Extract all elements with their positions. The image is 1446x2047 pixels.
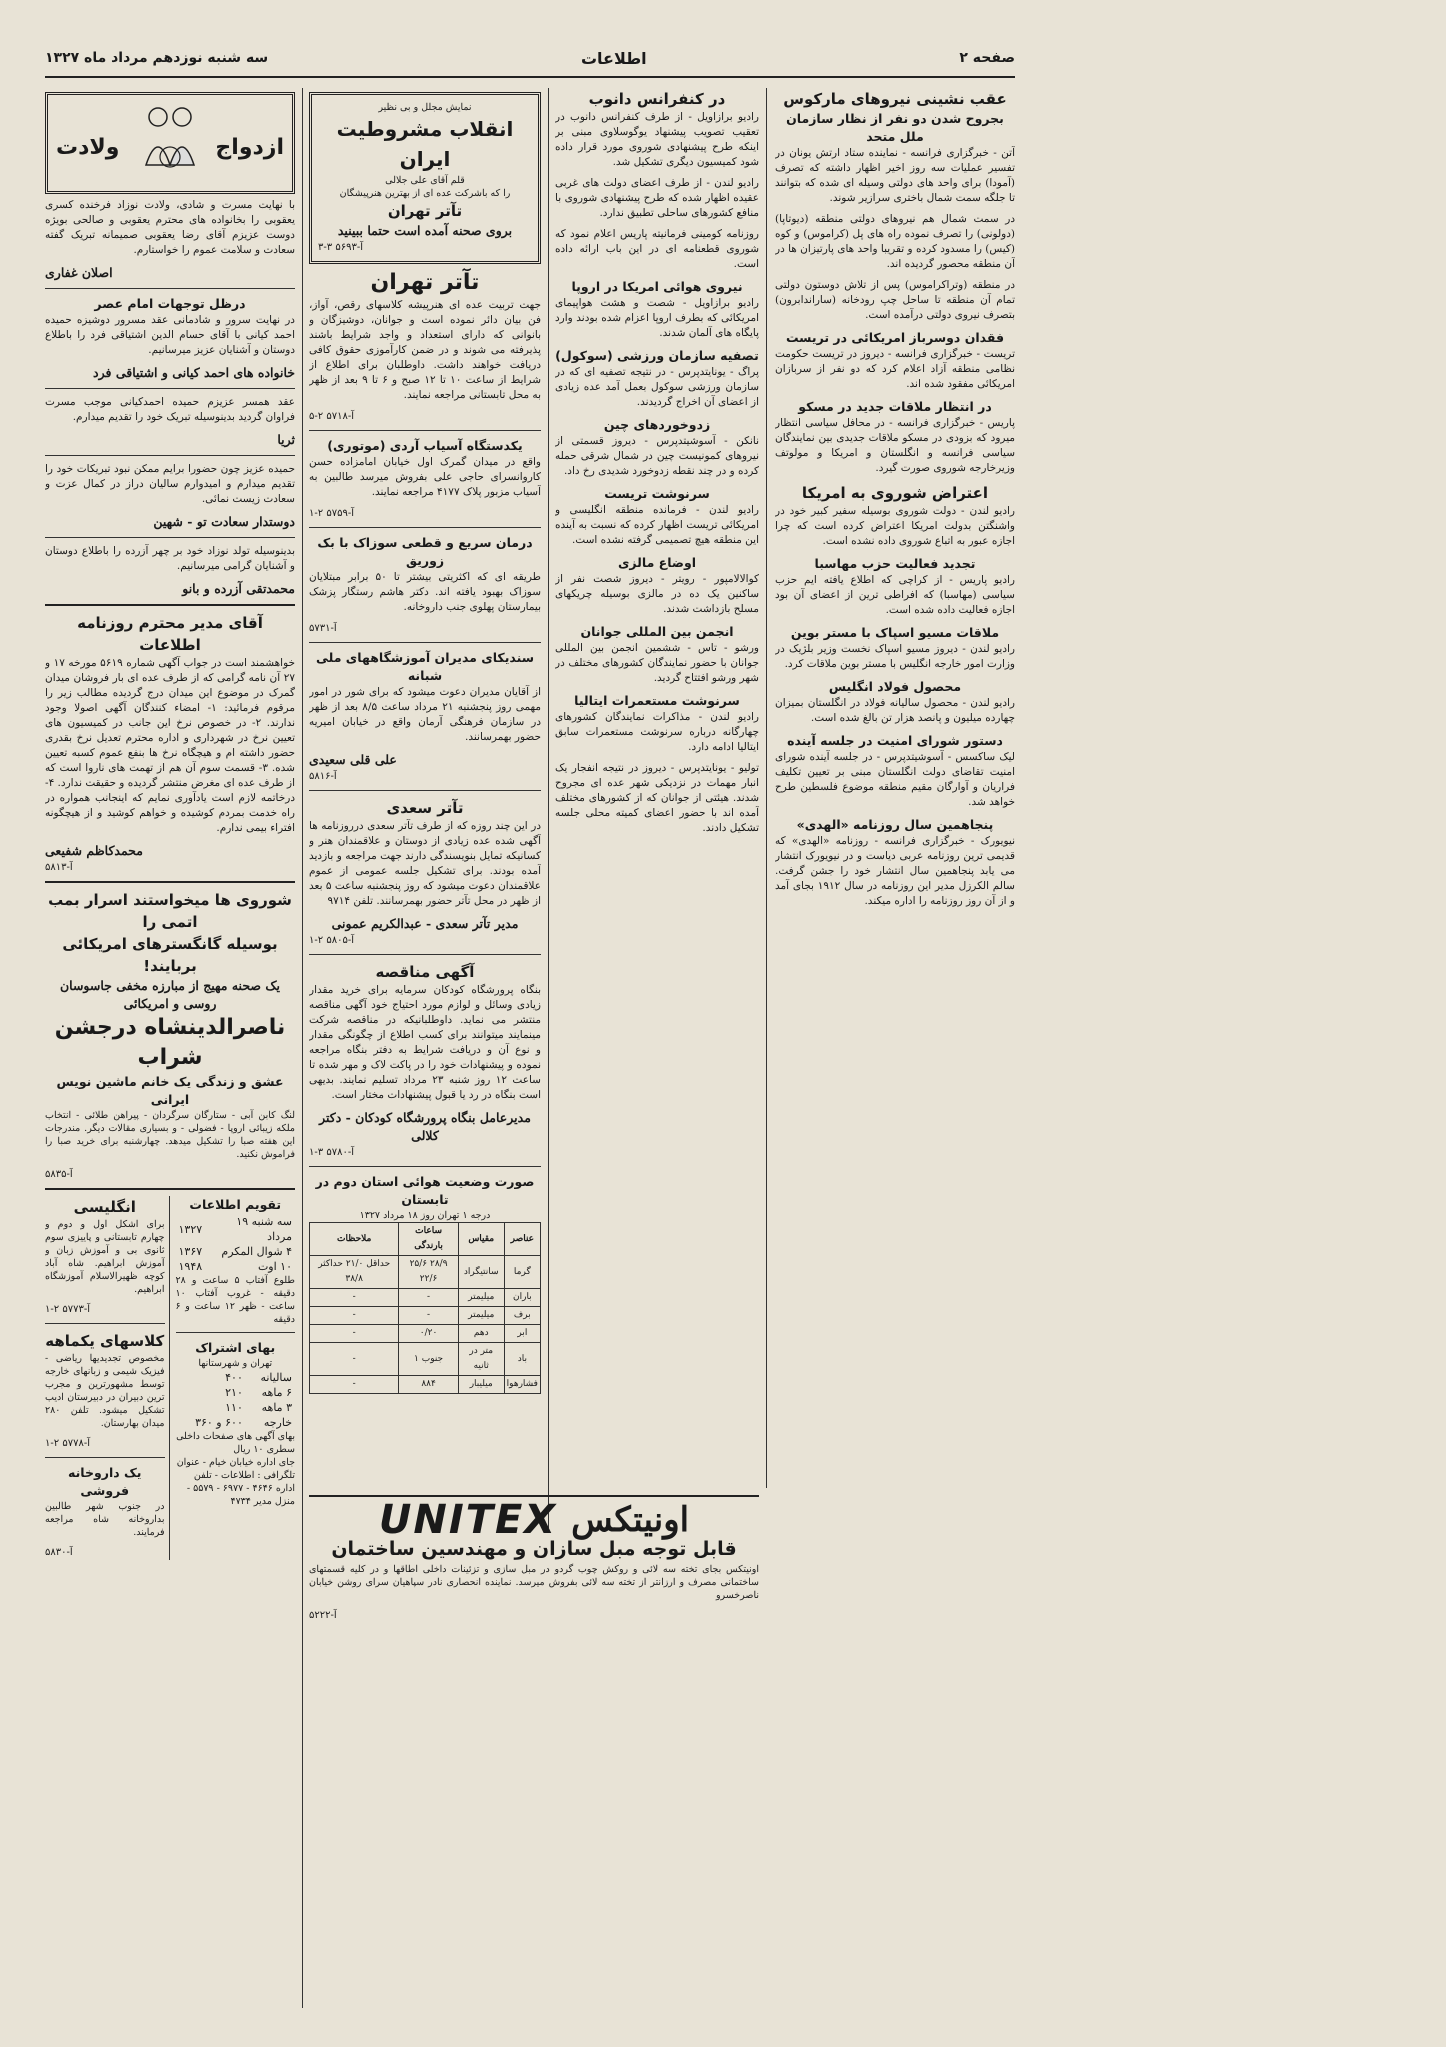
table-header: عناصر — [504, 1223, 540, 1256]
announcement-signature: اصلان غفاری — [45, 265, 113, 280]
column-rule — [548, 88, 549, 1528]
calendar-title: تقویم اطلاعات — [189, 1197, 282, 1212]
ad-body: در جنوب شهر طالبین بداروخانه شاه مراجعه فرمایند. — [45, 1501, 165, 1538]
weather-title: صورت وضعیت هوائی استان دوم در تابستان — [315, 1174, 535, 1207]
ad-title: تآتر تهران — [370, 270, 480, 295]
ad-ref: آ-۵۸۳۵ — [45, 1169, 73, 1180]
magazine-ad — [45, 889, 295, 1182]
brand-name-en: UNITEX — [378, 1496, 558, 1543]
weather-table — [309, 1222, 541, 1394]
ad-title: درمان سریع و قطعی سوزاک با بک زوریق — [317, 535, 533, 568]
table-row: سه شنبه ۱۹ مرداد ۱۳۲۷ — [178, 1215, 292, 1243]
article-paragraph: پاریس - خبرگزاری فرانسه - در محافل سیاسی انتظار میرود که بزودی در مسکو ملاقات جدیدی بین نمایندگان سیاسی فرانسه و انگلستان و امریکا و مولوتف وزیرخارجه شوروی صورت گیرد. — [775, 417, 1015, 474]
ad-signature: مدیر تآتر سعدی - عبدالکریم عمونی — [331, 916, 519, 931]
calendar-box — [176, 1196, 296, 1560]
ad-line: بوسیله گانگسترهای امریکائی بربایند! — [62, 935, 278, 975]
article-paragraph: روزنامه کومینی فرمانیته پاریس اعلام نمود که شوروی قطعنامه ای در این باب ارائه داده است. — [555, 228, 759, 270]
sun-times: طلوع آفتاب ۵ ساعت و ۲۸ دقیقه - غروب آفتاب ۱۰ ساعت - ظهر ۱۲ ساعت و ۶ دقیقه — [175, 1275, 295, 1325]
table-row: خارجه ۶۰۰ و ۳۶۰ — [195, 1416, 292, 1429]
headline: اعتراض شوروی به امریکا — [801, 484, 989, 502]
issue-date: سه شنبه نوزدهم مرداد ماه ۱۳۲۷ — [45, 50, 269, 66]
brand-name-fa: اونیتکس — [571, 1500, 690, 1540]
ad-title: قابل توجه مبل سازان و مهندسین ساختمان — [331, 1538, 737, 1560]
office-address: جای اداره خیابان خیام - عنوان تلگرافی : اطلاعات - تلفن اداره ۴۶۴۶ - ۶۹۷۷ - ۵۵۷۹ - منزل مدیر ۴۷۳۴ — [176, 1457, 295, 1507]
subscription-note: بهای آگهی های صفحات داخلی سطری ۱۰ ریال — [176, 1431, 295, 1455]
table-row: ابر دهم ۰/۲۰ - — [310, 1325, 541, 1343]
newspaper-name: اطلاعات — [580, 48, 647, 68]
table-header: ساعات بارندگی — [399, 1223, 458, 1256]
ad-line: قلم آقای علی جلالی — [385, 175, 465, 186]
announcement: حمیده عزیز چون حضورا برایم ممکن نبود تبریکات خود را تقدیم میدارم و امیدوارم سالیان دراز در کمال عزت و سعادت زیست نمائی. — [45, 463, 295, 505]
banner-marriage: ازدواج — [215, 135, 284, 160]
headline: سرنوشت مستعمرات ایتالیا — [574, 693, 740, 708]
headline: تجدید فعالیت حزب مهاسبا — [814, 556, 976, 571]
article-paragraph: نانکن - آسوشیتدپرس - دیروز قسمتی از نیروهای کمونیست چین در شمال شرقی حمله کرده و در چند نقطه زدوخورد شدیدی رخ داد. — [555, 435, 759, 477]
announcement-signature: محمدتقی آزرده و بانو — [182, 581, 295, 596]
ad-title: یک داروخانه فروشی — [68, 1465, 142, 1498]
ad-theatre: تآتر تهران — [387, 202, 463, 220]
table-header: ملاحظات — [310, 1223, 399, 1256]
article-paragraph: ورشو - تاس - ششمین انجمن بین المللی جوانان با حضور نمایندگان کشورهای مختلف در شهر ورشو افتتاح گردید. — [555, 642, 759, 684]
letter-signature: محمدکاظم شفیعی — [45, 843, 143, 858]
article-paragraph: رادیو برازاویل - از طرف کنفرانس دانوب در تعقیب تصویب پیشنهاد یوگوسلاوی مبنی بر اینکه طرح پیشنهادی شوروی مورد قرار داده شود کمیسیون دیگری تشکیل شد. — [555, 111, 759, 168]
page-number: صفحه ۲ — [959, 50, 1015, 66]
article-paragraph: رادیو لندن - دیروز مسیو اسپاک نخست وزیر بلژیک در وزارت امور خارجه انگلیس با مستر بوین ملاقات کرد. — [775, 643, 1015, 670]
announcement-signature: خانواده های احمد کیانی و اشتیاقی فرد — [93, 365, 295, 380]
ad-title: ناصرالدینشاه درجشن شراب — [54, 1015, 286, 1070]
ad-ref: آ-۵۷۳۱ — [309, 623, 337, 634]
table-row: فشارهوا میلیبار ۸۸۴ - — [310, 1376, 541, 1394]
subscription-title: بهای اشتراک — [195, 1340, 276, 1355]
announcement: با نهایت مسرت و شادی، ولادت نوزاد فرخنده کسری یعقوبی را بخانواده های محترم یعقوبی و صالحی بویژه دوست عزیزم آقای رضا یعقوبی صمیمانه تبریک گفته سعادت و سلامت عموم را خواستارم. — [45, 199, 295, 256]
news-column-2 — [555, 88, 759, 1528]
ad-line: را که باشرکت عده ای از بهترین هنرپیشگان — [339, 188, 511, 199]
article-paragraph: رادیو لندن - دولت شوروی بوسیله سفیر کبیر خود در واشنگتن بدولت امریکا اعتراض کرده است که چرا اجازه عبور به اتباع شوروی داده نشده است. — [775, 505, 1015, 547]
ad-ref: آ-۵۷۸۰ ۳-۱ — [309, 1147, 354, 1158]
headline: دستور شورای امنیت در جلسه آینده — [787, 733, 1003, 748]
ads-column — [309, 88, 541, 1528]
weather-subtitle: درجه ۱ تهران روز ۱۸ مرداد ۱۳۲۷ — [359, 1210, 491, 1221]
headline: ملاقات مسیو اسپاک با مستر بوین — [790, 625, 1000, 640]
article-paragraph: رادیو لندن - فرمانده منطقه انگلیسی و امریکائی تریست اظهار کرده که نسبت به آینده این منطقه هیچ تصمیمی گرفته نشده است. — [555, 504, 759, 546]
article-paragraph: در سمت شمال هم نیروهای دولتی منطقه (دیوتاپا) (دولونی) را تصرف نموده راه های پل (کراموس) و کوه (کیس) را مسدود کرده و تقریبا واحد های پارتیزان ها در آن منطقه محصور گردیده اند. — [775, 213, 1015, 270]
ad-ref: آ-۵۶۹۳ ۳-۳ — [318, 242, 363, 253]
article-paragraph: تریست - خبرگزاری فرانسه - دیروز در تریست حکومت نظامی منطقه آزاد اعلام کرد که دو نفر از سربازان امریکائی مفقود شده اند. — [775, 348, 1015, 390]
ad-title: انگلیسی — [73, 1198, 136, 1216]
ad-kicker: نمایش مجلل و بی نظیر — [378, 102, 472, 113]
subscription-sub: تهران و شهرستانها — [198, 1358, 273, 1369]
calendar-table — [176, 1214, 296, 1274]
article-paragraph: پراگ - یونایتدپرس - در نتیجه تصفیه ای که در سازمان ورزشی سوکول بعمل آمد عده زیادی از اعضای آن اخراج گردیدند. — [555, 366, 759, 408]
headline: انجمن بین المللی جوانان — [580, 624, 734, 639]
ad-ref: آ-۵۸۱۳ — [45, 862, 73, 873]
announcement: عقد همسر عزیزم حمیده احمدکیانی موجب مسرت فراوان گردید بدینوسیله تبریک خود را تقدیم میدارم. — [45, 396, 295, 423]
table-header: مقیاس — [458, 1223, 504, 1256]
ad-signature: علی قلی سعیدی — [309, 752, 397, 767]
headline: فقدان دوسرباز امریکائی در تریست — [785, 330, 1005, 345]
article-paragraph: کوالالامپور - رویتر - دیروز شصت نفر از ساکنین یک ده در مالزی بوسیله چریکهای مسلح بازداشت شدند. — [555, 573, 759, 615]
headline: پنجاهمین سال روزنامه «الهدی» — [796, 817, 994, 832]
masthead — [45, 40, 1015, 78]
headline: تصفیه سازمان ورزشی (سوکول) — [555, 348, 759, 363]
ad-body: جهت تربیت عده ای هنرپیشه کلاسهای رقص، آواز، فن بیان دائر نموده است و جوانان، دوشیزگان و بانوانی که دارای استعداد و واجد شرایط باشند پذیرفته می شوند و در ضمن کارآموزی حقوق کافی دریافت خواهند داشت. داوطلبان برای اطلاع از شرایط از ساعت ۱۰ تا ۱۲ صبح و ۶ تا ۹ بعد از ظهر به محل تابستانی مراجعه نمایند. — [309, 299, 541, 401]
ad-body: لنگ کابن آبی - ستارگان سرگردان - پیراهن طلائی - انتخاب ملکه زیبائی اروپا - فضولی - و بسیاری مقالات دیگر. مندرجات این هفته صبا را تشکیل میدهد. چهارشنبه برای خرید صبا را فراموش نکنید. — [45, 1110, 295, 1160]
column-rule — [766, 88, 767, 1488]
article-paragraph: رادیو پاریس - از کراچی که اطلاع یافته ایم حزب سیاسی (مهاسبا) که افراطی ترین از اعضای آن بود اجازه فعالیت داده شده است. — [775, 574, 1015, 616]
ad-line: یک صحنه مهیج از مبارزه مخفی جاسوسان روسی و امریکائی — [59, 978, 281, 1011]
article-paragraph: رادیو برازاویل - شصت و هشت هواپیمای امریکائی که بطرف اروپا اعزام شده بودند وارد پایگاه های آلمان شدند. — [555, 297, 759, 339]
news-column-1 — [775, 88, 1015, 1528]
headline: محصول فولاد انگلیس — [828, 679, 962, 694]
ad-title: آگهی مناقصه — [375, 963, 475, 981]
theatre-ad — [309, 92, 541, 264]
ad-ref: آ-۵۸۳۰ — [45, 1547, 73, 1558]
headline: اوضاع مالزی — [617, 555, 697, 570]
table-row: ۳ ماهه ۱۱۰ — [225, 1401, 292, 1414]
ad-signature: مدیرعامل بنگاه پرورشگاه کودکان - دکتر کلالی — [319, 1110, 531, 1143]
ad-subtitle: عشق و زندگی یک خانم ماشین نویس ایرانی — [56, 1074, 284, 1107]
ad-footer: بروی صحنه آمده است حتما ببینید — [337, 223, 513, 238]
ad-ref: آ-۵۷۷۸ ۲-۱ — [45, 1438, 90, 1449]
ad-line: شوروی ها میخواستند اسرار بمب اتمی را — [48, 891, 292, 931]
ad-title: کلاسهای یکماهه — [45, 1332, 165, 1350]
ad-body: در این چند روزه که از طرف تآتر سعدی درروزنامه ها آگهی شده عده زیادی از دوستان و علاقمندان هنر و کسانیکه تمایل بنویسندگی دارند جهت مراجعه و بازدید آمده بودند. برای تشکیل جلسه عمومی از عموم علاقمندان دعوت میشود که روز پنجشنبه ساعت ۵ بعد از ظهر در محل تآتر حضور بهمرسانند. تلفن ۹۷۱۴ — [309, 820, 541, 907]
ad-title: انقلاب مشروطیت ایران — [336, 117, 514, 171]
table-row: ۱۰ اوت ۱۹۴۸ — [178, 1260, 292, 1273]
article-paragraph: در منطقه (وتراکراموس) پس از تلاش دوستون دولتی تمام آن منطقه تا ساحل چپ رودخانه (ساراندابرون) بتصرف نیروی دولتی درآمده است. — [775, 279, 1015, 321]
subheadline: بجروح شدن دو نفر از نظار سازمان ملل متحد — [786, 111, 1004, 144]
table-row: گرما سانتیگراد ۲۸/۹ ۲۵/۶ ۲۲/۶ حداقل ۲۱/۰ حداکثر ۳۸/۸ — [310, 1256, 541, 1289]
article-paragraph: نیویورک - خبرگزاری فرانسه - روزنامه «الهدی» که قدیمی ترین روزنامه عربی دیاست و در نیویورک انتشار می یابد پنجاهمین سال انتشار خود را جشن گرفت. سالم الکرزل مدیر این روزنامه در سال ۱۹۱۲ بجای آمد و از آن روز روزنامه را اداره میکند. — [775, 835, 1015, 907]
article-paragraph: تولیو - یونایتدپرس - دیروز در نتیجه انفجار یک انبار مهمات در نزدیکی شهر عده ای مجروح شدند. هیئتی از جوانان که از کشورهای مختلف آمده اند با حضور اعضای کمیته محلی جلسه تشکیل دادند. — [555, 762, 759, 834]
social-column — [45, 88, 295, 2018]
ad-body: طریقه ای که اکثریتی بیشتر تا ۵۰ برابر مبتلایان سوزاک بهبود یافته اند. دکتر هاشم رستگار پزشک بیمارستان پهلوی جنب داروخانه. — [309, 571, 541, 613]
table-row: باران میلیمتر - - — [310, 1289, 541, 1307]
announcement: در نهایت سرور و شادمانی عقد مسرور دوشیزه حمیده احمد کیانی با آقای حسام الدین اشتیاقی فرد را باطلاع دوستان و آشنایان عزیز میرسانیم. — [45, 314, 295, 356]
announcement-signature: دوستدار سعادت تو - شهین — [153, 514, 295, 529]
ad-body: از آقایان مدیران دعوت میشود که برای شور در امور مهمی روز پنجشنبه ۲۱ مرداد ساعت ۸/۵ بعد از ظهر در سازمان فرهنگی آرمان واقع در خیابان امیریه حضور بهمرسانند. — [309, 686, 541, 743]
letter-title: آقای مدیر محترم روزنامه اطلاعات — [77, 614, 263, 654]
ad-ref: آ-۵۷۱۸ ۲-۵ — [309, 411, 354, 422]
ad-title: سندیکای مدیران آموزشگاههای ملی شبانه — [315, 650, 535, 683]
ad-ref: آ-۵۸۰۵ ۲-۱ — [309, 935, 354, 946]
ad-body: برای اشکل اول و دوم و چهارم تابستانی و پاییزی سوم ثانوی بی و آموزش زبان و آموزش ابراهیم. شاه آباد کوچه ظهیرالاسلام آموزشگاه ابراهیم. — [45, 1219, 165, 1295]
headline: در انتظار ملاقات جدید در مسکو — [798, 399, 992, 414]
headline: زدوخوردهای چین — [603, 417, 711, 432]
headline: نیروی هوائی امریکا در اروپا — [571, 279, 743, 294]
table-row: ۴ شوال المکرم ۱۳۶۷ — [178, 1245, 292, 1258]
ad-ref: آ-۵۸۱۶ — [309, 771, 337, 782]
table-row: ۶ ماهه ۲۱۰ — [225, 1386, 292, 1399]
ad-body: مخصوص تجدیدیها ریاضی - فیزیک شیمی و زبانهای خارجه توسط مشهورترین و مجرب ترین دبیران در دبیرستان ادیب تشکیل میشود. تلفن ۲۸۰ میدان بهارستان. — [45, 1353, 165, 1429]
article-paragraph: رادیو لندن - از طرف اعضای دولت های غربی عقیده اظهار شده که طرح پیشنهادی شوروی با منافع کشورهای ساحلی تطبیق ندارد. — [555, 177, 759, 219]
subscription-table — [176, 1370, 296, 1430]
small-ads — [45, 1196, 170, 1560]
headline: در کنفرانس دانوب — [588, 90, 726, 108]
ad-ref: آ-۵۷۵۹ ۲-۱ — [309, 508, 354, 519]
ad-ref: آ-۵۲۲۲ — [309, 1610, 337, 1621]
ad-body: واقع در میدان گمرک اول خیابان امامزاده حسن کاروانسرای حاجی علی بفروش میرسد طالبین به آسیاب مزبور پلاک ۴۱۷۷ مراجعه نمایند. — [309, 456, 541, 498]
bottom-classifieds — [45, 1196, 295, 1560]
ad-ref: آ-۵۷۷۳ ۲-۱ — [45, 1304, 90, 1315]
column-rule — [302, 88, 303, 2008]
ad-body: اونیتکس بجای تخته سه لائی و روکش چوب گردو در مبل سازی و تزئینات داخلی اطاقها و در کلیه قسمتهای ساختمانی مصرف و ارزانتر از تخته سه لائی بفروش میرسد. نماینده انحصاری نادر سپاهیان سرای روشن خیابان ناصرخسرو — [309, 1564, 759, 1601]
letter-body: خواهشمند است در جواب آگهی شماره ۵۶۱۹ مورخه ۱۷ و ۲۷ آن نامه گرامی که از طرف عده ای بار فروشان میدان گمرک در موضوع این میدان درج گردیده مطالب زیر را مرقوم فرمائید: ۱- امضاء کنندگان آگهی اصولا وجود ندارند. ۲- در خصوص نرخ این جانب در کمیسیون های تعیین نرخ در شهرداری و اداره محترم تعدیل نرخ بقدری حضور داشته ام و هیچگاه نرخ ها بنفع عموم کسبه تعیین شده. ۳- قسمت سوم آن هم از تهمت های ناروا است که از طرف عده ای مغرض منتشر گردیده و حقیقت ندارد. ۴- درخاتمه لازم است یادآوری نمایم که اینجانب همواره در راه خدمت بمردم کوشیده و خواهم کوشید و از هیچگونه افتراء بیمی ندارم. — [45, 657, 295, 834]
announcement-signature: ثریا — [277, 432, 295, 447]
banner-birth: ولادت — [56, 135, 120, 160]
ad-title: تآتر سعدی — [386, 799, 464, 817]
article-paragraph: آتن - خبرگزاری فرانسه - نماینده ستاد ارتش یونان در تفسیر عملیات سه روز اخیر اظهار داشته که تصرف (آمودا) برای واحد های دولتی وسیله ای شده که بتوانند تا جلگه سمت شمال باختری سرازیر شوند. — [775, 147, 1015, 204]
headline: سرنوشت تریست — [604, 486, 710, 501]
announcement: بدینوسیله تولد نوزاد خود بر چهر آزرده را باطلاع دوستان و آشنایان گرامی میرسانیم. — [45, 545, 295, 572]
article-paragraph: لیک ساکسس - آسوشیتدپرس - در جلسه آینده شورای امنیت تقاضای دولت انگلستان مبنی بر تعیین تکلیف فراریان و آوارگان مقیم منطقه موضوع فلسطین طرح خواهد شد. — [775, 751, 1015, 808]
wedding-birth-banner — [45, 92, 295, 194]
table-row: سالیانه ۴۰۰ — [225, 1371, 292, 1384]
headline: عقب نشینی نیروهای مارکوس — [783, 90, 1007, 108]
newspaper-page — [45, 40, 1015, 2020]
unitex-ad — [309, 1495, 759, 1665]
article-paragraph: رادیو لندن - محصول سالیانه فولاد در انگلستان بمیزان چهارده میلیون و پانصد هزار تن بالغ شده است. — [775, 697, 1015, 724]
announcement-title: درظل توجهات امام عصر — [94, 296, 246, 311]
table-row: برف میلیمتر - - — [310, 1307, 541, 1325]
article-paragraph: رادیو لندن - مذاکرات نمایندگان کشورهای چهارگانه درباره سرنوشت مستعمرات سابق ایتالیا ادامه دارد. — [555, 711, 759, 753]
ad-body: بنگاه پرورشگاه کودکان سرمایه برای خرید مقدار زیادی وسائل و لوازم مورد احتیاج خود آگهی مناقصه منتشر می نماید. داوطلبانیکه در مناقصه شرکت مینمایند میتوانند برای کسب اطلاع از چگونگی مقدار و نوع آن و دریافت شرایط به دفتر بنگاه مراجعه نموده و پیشنهادات خود را در پاکت لاک و مهر شده تا ساعت ۱۲ روز شنبه ۲۳ مرداد تسلیم نمایند. بدیهی است بنگاه در رد یا قبول پیشنهادات مختار است. — [309, 984, 541, 1101]
ad-title: یکدستگاه آسیاب آردی (موتوری) — [327, 438, 523, 453]
table-row: باد متر در ثانیه جنوب ۱ - — [310, 1343, 541, 1376]
